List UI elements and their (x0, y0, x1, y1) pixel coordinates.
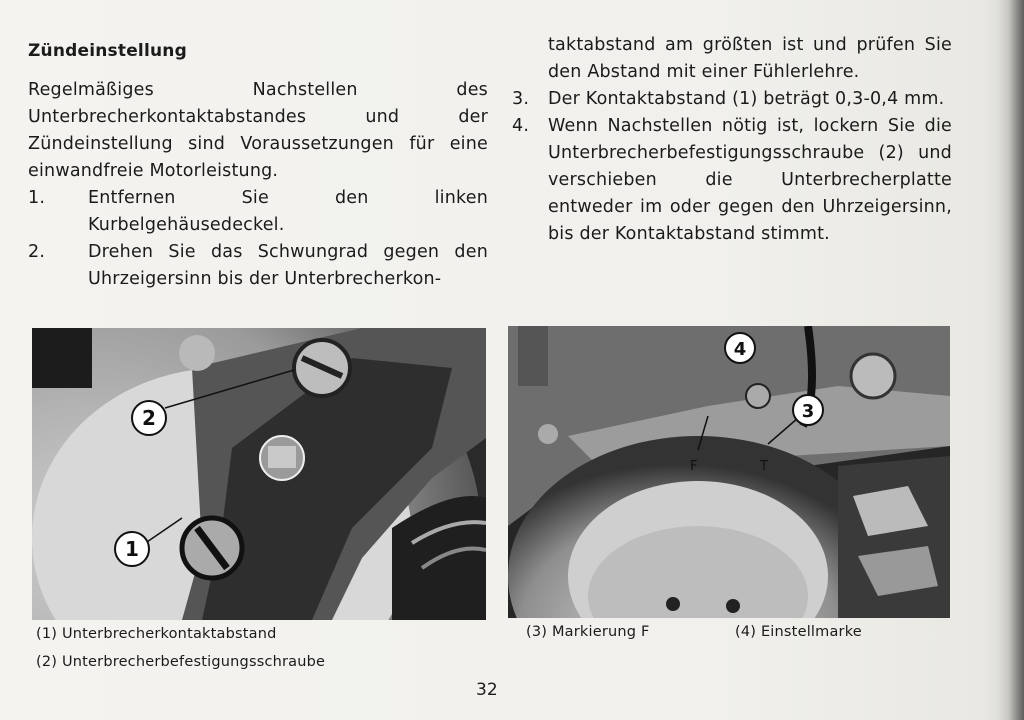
caption-2: (2) Unterbrecherbefestigungsschraube (36, 654, 326, 670)
step-1 (28, 185, 488, 239)
right-column (512, 32, 952, 248)
step-2-text-start: Drehen Sie das Schwungrad gegen den Uhrzeigersinn bis der Unterbrecherkon- (88, 242, 488, 289)
mark-f: F (690, 459, 698, 474)
step-3-number: 3. (512, 89, 530, 109)
step-4-text: Wenn Nachstellen nötig ist, lockern Sie die Unterbrecherbefestigungsschraube (2) und verschieben die Unterbrecherplatte entweder im oder gegen den Uhrzeigersinn, bis der Kontaktabstand stimmt. (548, 116, 952, 244)
step-1-number: 1. (28, 188, 46, 208)
mark-t: T (760, 459, 768, 474)
page-edge-shadow (998, 0, 1024, 720)
step-2 (28, 239, 488, 293)
step-1-text: Entfernen Sie den linken Kurbelgehäusedeckel. (88, 188, 488, 235)
step-4-number: 4. (512, 116, 530, 136)
flywheel-photo (508, 326, 950, 618)
marker-1: 1 (125, 537, 139, 561)
left-column (28, 38, 488, 293)
marker-4: 4 (733, 339, 747, 360)
intro-paragraph: Regelmäßiges Nachstellen des Unterbrecherkontaktabstandes und der Zündeinstellung sind Voraussetzungen für eine einwandfreie Motorleistung. (28, 80, 488, 181)
step-2-text-continued: taktabstand am größten ist und prüfen Sie den Abstand mit einer Fühlerlehre. (548, 35, 952, 82)
step-4 (512, 113, 952, 248)
marker-2: 2 (142, 406, 156, 430)
marker-3: 3 (801, 401, 815, 422)
step-2-number: 2. (28, 242, 46, 262)
step-3 (512, 86, 952, 113)
caption-4: (4) Einstellmarke (735, 624, 862, 640)
caption-1: (1) Unterbrecherkontaktabstand (36, 626, 277, 642)
step-3-text: Der Kontaktabstand (1) beträgt 0,3-0,4 mm. (548, 89, 945, 109)
section-heading: Zündeinstellung (28, 41, 187, 61)
page-number: 32 (476, 680, 498, 700)
caption-3: (3) Markierung F (526, 624, 650, 640)
contact-breaker-photo (32, 328, 486, 620)
